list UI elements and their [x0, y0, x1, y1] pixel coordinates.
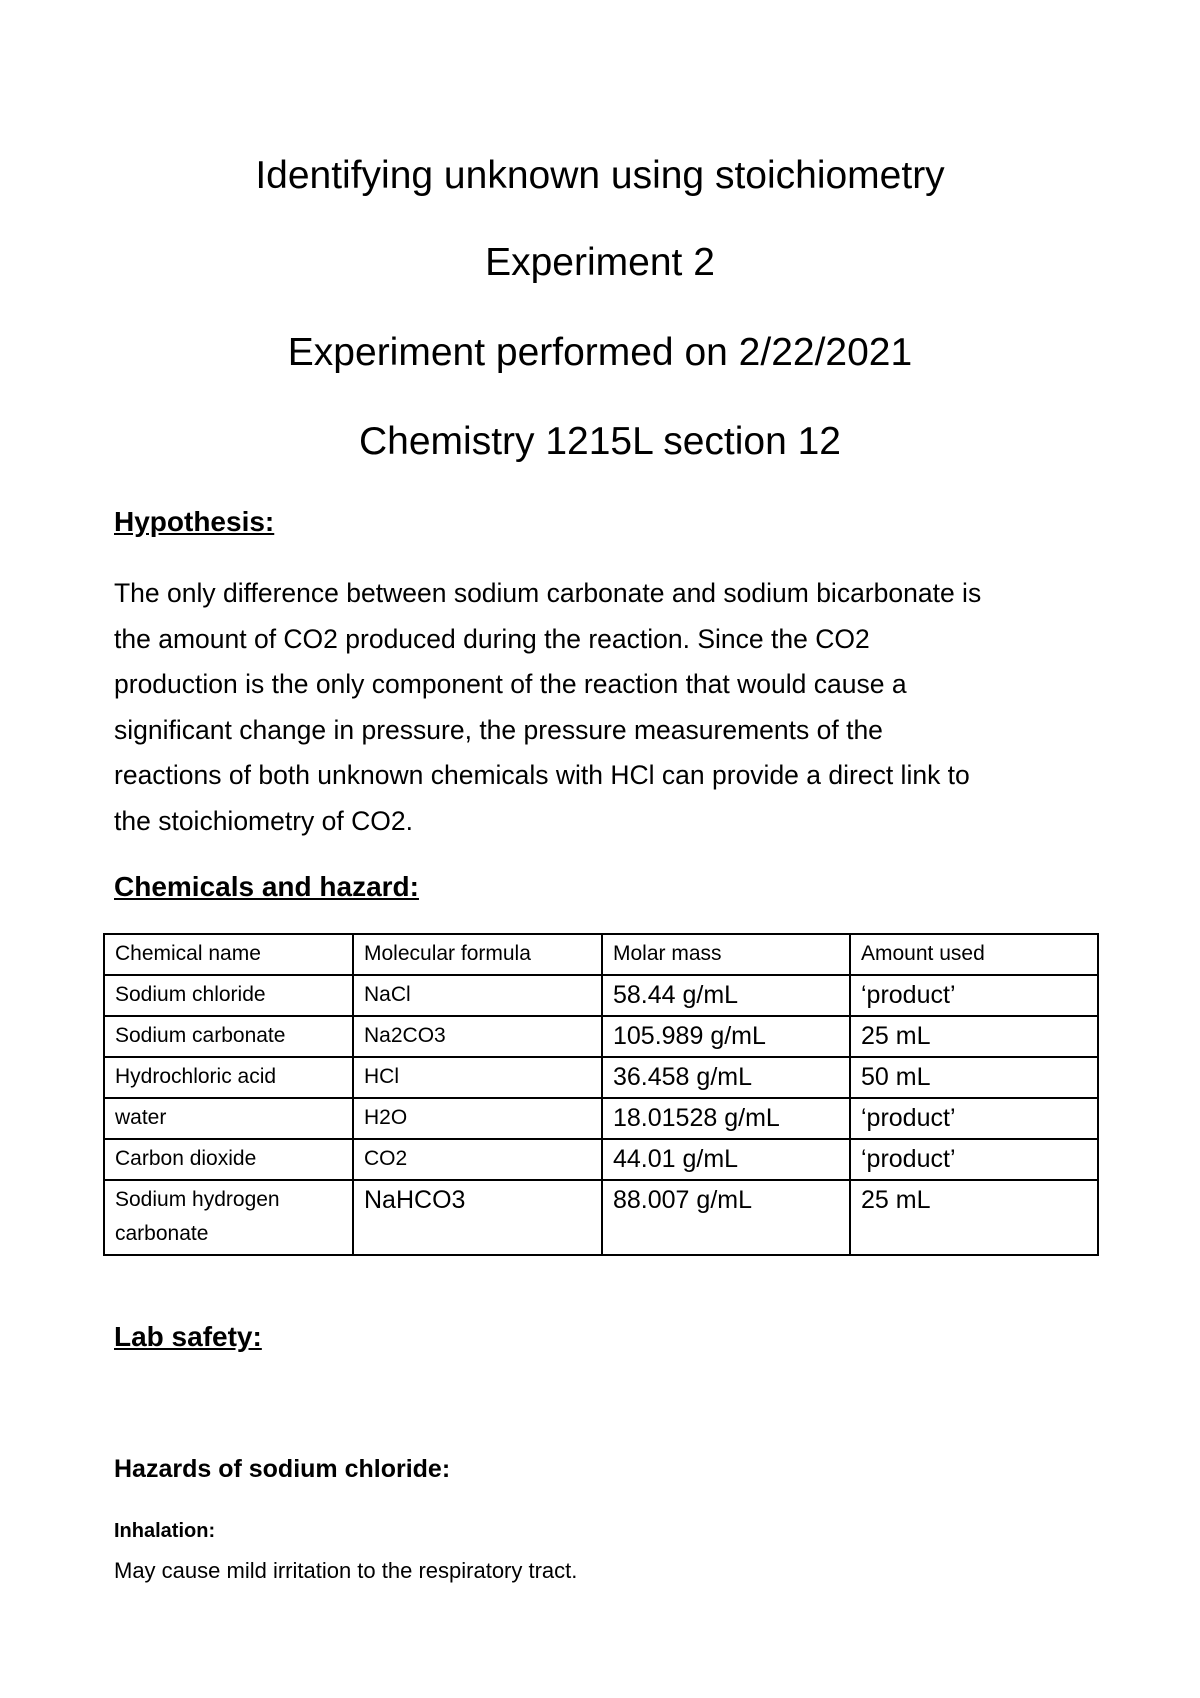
table-header-row: [104, 934, 1098, 975]
column-header-amount-used: Amount used: [850, 934, 1098, 975]
cell-chemical-name: Sodium chloride: [104, 975, 353, 1016]
hazards-heading: Hazards of sodium chloride:: [114, 1455, 451, 1483]
cell-amount-used: ‘product’: [850, 1139, 1098, 1180]
hypothesis-line: production is the only component of the reaction that would cause a: [114, 669, 907, 700]
cell-amount-used: 25 mL: [850, 1016, 1098, 1057]
cell-amount-used: 50 mL: [850, 1057, 1098, 1098]
hypothesis-line: the amount of CO2 produced during the reaction. Since the CO2: [114, 623, 870, 654]
cell-amount-used: ‘product’: [850, 975, 1098, 1016]
cell-molar-mass: 88.007 g/mL: [602, 1180, 850, 1255]
inhalation-text: May cause mild irritation to the respiratory tract.: [114, 1558, 578, 1583]
cell-amount-used: 25 mL: [850, 1180, 1098, 1255]
hypothesis-paragraph: [114, 571, 1104, 845]
table-row: [104, 975, 1098, 1016]
lab-safety-heading: Lab safety:: [114, 1321, 262, 1352]
cell-molar-mass: 18.01528 g/mL: [602, 1098, 850, 1139]
table-row: [104, 1098, 1098, 1139]
cell-molecular-formula: NaCl: [353, 975, 602, 1016]
cell-chemical-name: Sodium carbonate: [104, 1016, 353, 1057]
hypothesis-line: The only difference between sodium carbonate and sodium bicarbonate is: [114, 578, 982, 608]
course-section: Chemistry 1215L section 12: [359, 420, 841, 463]
cell-molar-mass: 36.458 g/mL: [602, 1057, 850, 1098]
cell-amount-used: ‘product’: [850, 1098, 1098, 1139]
table-row: [104, 1016, 1098, 1057]
cell-molecular-formula: NaHCO3: [353, 1180, 602, 1255]
cell-molar-mass: 44.01 g/mL: [602, 1139, 850, 1180]
chemicals-table: [103, 933, 1099, 1256]
table-row: [104, 1180, 1098, 1255]
cell-molecular-formula: CO2: [353, 1139, 602, 1180]
table-row: [104, 1057, 1098, 1098]
hypothesis-line: the stoichiometry of CO2.: [114, 805, 413, 836]
cell-molar-mass: 58.44 g/mL: [602, 975, 850, 1016]
experiment-number: Experiment 2: [485, 241, 715, 284]
hypothesis-line: significant change in pressure, the pressure measurements of the: [114, 714, 883, 745]
chemicals-heading: Chemicals and hazard:: [114, 871, 419, 902]
cell-chemical-name: water: [104, 1098, 353, 1139]
column-header-chemical-name: Chemical name: [104, 934, 353, 975]
cell-molar-mass: 105.989 g/mL: [602, 1016, 850, 1057]
column-header-molecular-formula: Molecular formula: [353, 934, 602, 975]
experiment-date: Experiment performed on 2/22/2021: [287, 331, 913, 374]
hypothesis-heading: Hypothesis:: [114, 506, 275, 537]
cell-chemical-name: Carbon dioxide: [104, 1139, 353, 1180]
cell-molecular-formula: Na2CO3: [353, 1016, 602, 1057]
column-header-molar-mass: Molar mass: [602, 934, 850, 975]
table-row: [104, 1139, 1098, 1180]
cell-molecular-formula: HCl: [353, 1057, 602, 1098]
cell-chemical-name: Hydrochloric acid: [104, 1057, 353, 1098]
cell-chemical-name: Sodium hydrogen carbonate: [104, 1180, 353, 1255]
document-title: Identifying unknown using stoichiometry: [255, 154, 945, 197]
hypothesis-line: reactions of both unknown chemicals with HCl can provide a direct link to: [114, 760, 970, 791]
cell-molecular-formula: H2O: [353, 1098, 602, 1139]
inhalation-heading: Inhalation:: [114, 1520, 216, 1542]
